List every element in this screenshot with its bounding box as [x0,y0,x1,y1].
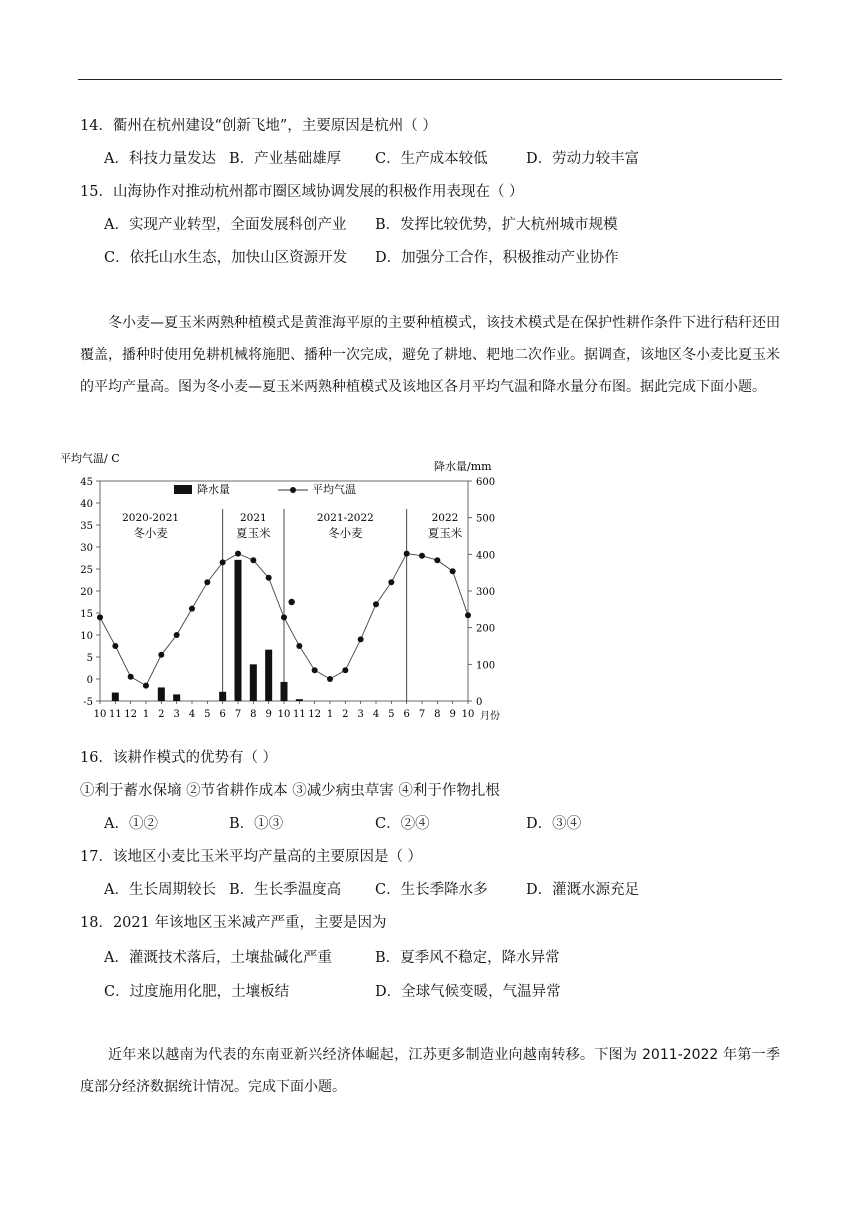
x-axis [94,701,475,720]
q15-options-row1 [104,213,784,233]
period-labels [122,512,463,540]
legend-line-marker [290,487,296,493]
q14-option-d[interactable]: D．劳动力较丰富 [526,151,640,167]
q16-items: ①利于蓄水保墒 ②节省耕作成本 ③减少病虫草害 ④利于作物扎根 [80,783,500,799]
q16-option-a[interactable]: A．①② [104,816,158,832]
y-left-tick-label: 10 [80,631,93,642]
q15-option-a[interactable]: A．实现产业转型，全面发展科创产业 [104,217,347,233]
y-right-tick-label: 0 [476,697,483,708]
period-years: 2021 [239,512,267,524]
temperature-point [404,551,410,557]
q17-option-d[interactable]: D．灌溉水源充足 [526,882,640,898]
x-tick-label: 11 [292,709,306,720]
x-tick-label: 2 [158,709,165,720]
x-tick-label: 9 [265,709,272,720]
x-tick-label: 1 [142,709,150,720]
temperature-point [434,557,440,563]
y-left-tick-label: 20 [80,587,93,598]
x-tick-label: 3 [357,709,364,720]
temperature-point [327,676,333,682]
q17-options [104,878,784,898]
q18-option-c[interactable]: C．过度施用化肥，土壤板结 [104,984,290,1000]
legend-bar-swatch [174,485,192,494]
x-tick-label: 12 [124,709,138,720]
q18-options-row2 [104,980,784,1000]
period-crop: 冬小麦 [133,526,168,540]
q15-option-c[interactable]: C．依托山水生态，加快山区资源开发 [104,250,348,266]
x-tick-label: 1 [326,709,334,720]
temperature-point [419,553,425,559]
y-right-tick-label: 400 [476,550,496,562]
period-years: 2021-2022 [316,512,374,524]
climate-chart [60,448,510,726]
x-tick-label: 11 [108,709,122,720]
q17-option-b[interactable]: B．生长季温度高 [229,882,342,898]
temperature-point [204,579,210,585]
precipitation-bar [219,692,226,701]
temperature-point [342,667,348,673]
q14-option-b[interactable]: B．产业基础雄厚 [229,151,342,167]
y-left-tick-label: 25 [80,565,93,576]
temperature-point [373,601,379,607]
temperature-point [220,559,226,565]
temperature-point [296,643,302,649]
temperature-point [158,652,164,658]
temperature-point [112,643,118,649]
y-left-tick-label: -5 [83,697,93,708]
precipitation-bar [235,560,242,701]
x-tick-label: 7 [418,709,426,720]
y-axis-left [80,477,100,708]
precipitation-bar [173,694,180,701]
x-tick-label: 4 [188,709,196,720]
q16-stem: 16．该耕作模式的优势有（ ） [80,750,278,766]
q14-options [104,147,784,167]
q18-stem: 18．2021 年该地区玉米减产严重，主要是因为 [80,915,387,931]
q16-option-d[interactable]: D．③④ [526,816,582,832]
q15-options-row2 [104,246,784,266]
precipitation-bar [112,693,119,701]
q14-stem: 14．衢州在杭州建设“创新飞地”，主要原因是杭州（ ） [80,118,437,134]
y-left-tick-label: 35 [80,521,93,532]
temperature-point [312,667,318,673]
x-tick-label: 5 [388,709,395,720]
y-right-tick-label: 100 [476,660,496,672]
temperature-point [388,579,394,585]
legend-line-label: 平均气温 [312,483,356,496]
q18-option-d[interactable]: D．全球气候变暖，气温异常 [375,984,561,1000]
temperature-point [174,632,180,638]
q14-option-c[interactable]: C．生产成本较低 [375,151,488,167]
period-crop: 夏玉米 [236,526,271,540]
temperature-point [250,557,256,563]
q15-option-b[interactable]: B．发挥比较优势，扩大杭州城市规模 [375,217,618,233]
x-tick-label: 2 [342,709,349,720]
temperature-point [97,614,103,620]
y-left-tick-label: 0 [86,675,93,686]
temperature-point [235,551,241,557]
x-tick-label: 6 [219,709,226,720]
q16-option-b[interactable]: B．①③ [229,816,284,832]
legend-bar-label: 降水量 [197,483,230,496]
period-years: 2020-2021 [122,512,180,524]
x-tick-label: 12 [308,709,322,720]
x-tick-label: 6 [403,709,410,720]
y-left-tick-label: 15 [80,609,93,620]
period-years: 2022 [431,512,459,524]
x-tick-label: 10 [461,709,475,720]
temperature-point [358,636,364,642]
x-axis-unit: 月份 [480,711,500,722]
y-left-tick-label: 30 [80,543,93,554]
temperature-point [128,674,134,680]
chart-ylabel-right: 降水量/mm [434,460,492,473]
q18-option-a[interactable]: A．灌溉技术落后，土壤盐碱化严重 [104,950,332,966]
q15-option-d[interactable]: D．加强分工合作，积极推动产业协作 [375,250,619,266]
q18-options-row1 [104,946,784,966]
y-axis-right [468,477,495,708]
y-right-tick-label: 600 [476,477,496,488]
passage-1 [80,307,780,403]
period-crop: 夏玉米 [427,526,463,540]
y-right-tick-label: 300 [476,587,496,598]
x-tick-label: 5 [204,709,211,720]
chart-ylabel-left: 平均气温/ C [60,452,120,465]
q15-stem: 15．山海协作对推动杭州都市圈区域协调发展的积极作用表现在（ ） [80,184,524,200]
precipitation-bar [281,682,288,701]
x-tick-label: 8 [250,709,257,720]
period-crop: 冬小麦 [328,526,363,540]
precipitation-bar [158,687,165,701]
x-tick-label: 8 [434,709,441,720]
q16-option-c[interactable]: C．②④ [375,816,430,832]
temperature-outlier-point [288,599,294,605]
passage-2 [80,1039,780,1103]
passage-1-text: 冬小麦—夏玉米两熟种植模式是黄淮海平原的主要种植模式，该技术模式是在保护性耕作条件下进行秸秆还田覆盖，播种时使用免耕机械将施肥、播种一次完成，避免了耕地、耙地二次作业。据调查，该地区冬小麦比夏玉米的平均产量高。图为冬小麦—夏玉米两熟种植模式及该地区各月平均气温和降水量分布图。据此完成下面小题。 [80,315,780,395]
temperature-point [465,612,471,618]
temperature-point [189,606,195,612]
x-tick-label: 9 [449,709,456,720]
chart-legend [174,482,356,496]
q17-option-a[interactable]: A．生长周期较长 [104,882,216,898]
q16-options [104,812,784,832]
x-tick-label: 10 [93,709,107,720]
precipitation-bar [250,664,257,701]
q17-stem: 17．该地区小麦比玉米平均产量高的主要原因是（ ） [80,849,423,865]
x-tick-label: 7 [234,709,242,720]
precipitation-bar [296,699,303,701]
precipitation-bar [265,650,272,701]
temperature-point [143,683,149,689]
temperature-point [450,568,456,574]
y-left-tick-label: 40 [80,499,93,510]
x-tick-label: 3 [173,709,180,720]
y-left-tick-label: 45 [80,477,93,488]
x-tick-label: 10 [277,709,291,720]
y-left-tick-label: 5 [86,653,93,664]
q17-option-c[interactable]: C．生长季降水多 [375,882,488,898]
header-rule [78,79,782,80]
temperature-point [281,614,287,620]
x-tick-label: 4 [372,709,380,720]
q14-option-a[interactable]: A．科技力量发达 [104,151,216,167]
temperature-point [266,575,272,581]
y-right-tick-label: 200 [476,623,496,635]
y-right-tick-label: 500 [476,513,496,525]
q18-option-b[interactable]: B．夏季风不稳定，降水异常 [375,950,560,966]
passage-2-text: 近年来以越南为代表的东南亚新兴经济体崛起，江苏更多制造业向越南转移。下图为 2011-2022 年第一季度部分经济数据统计情况。完成下面小题。 [80,1047,780,1095]
